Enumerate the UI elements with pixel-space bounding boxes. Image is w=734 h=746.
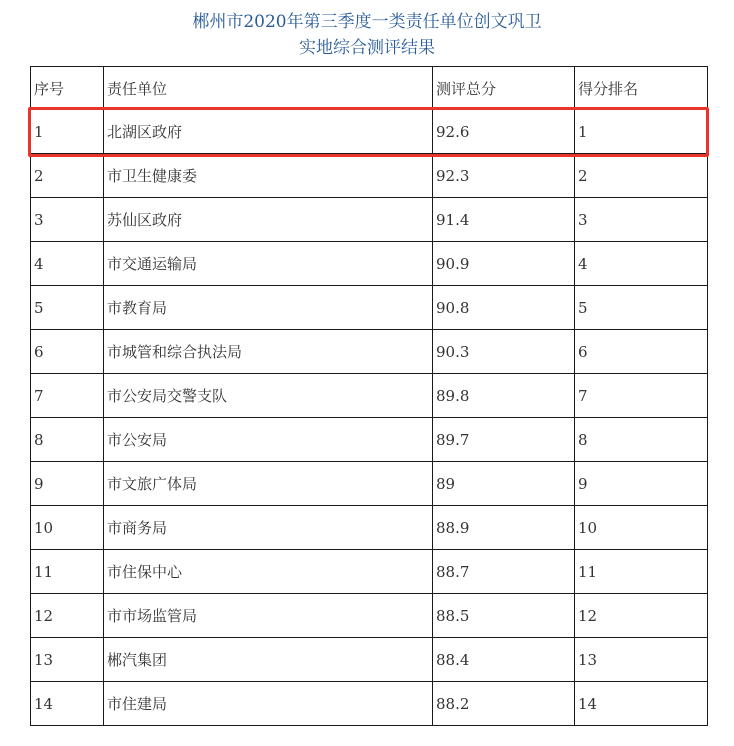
cell-unit: 市公安局交警支队 xyxy=(104,374,433,418)
cell-unit: 市住建局 xyxy=(104,682,433,726)
cell-score: 88.4 xyxy=(433,638,575,682)
cell-score: 91.4 xyxy=(433,198,575,242)
cell-rank: 8 xyxy=(575,418,708,462)
results-table xyxy=(30,66,708,726)
cell-index: 10 xyxy=(31,506,104,550)
cell-index: 8 xyxy=(31,418,104,462)
cell-index: 11 xyxy=(31,550,104,594)
table-row xyxy=(31,418,708,462)
cell-score: 90.3 xyxy=(433,330,575,374)
header-index: 序号 xyxy=(31,67,104,110)
cell-index: 4 xyxy=(31,242,104,286)
cell-score: 88.5 xyxy=(433,594,575,638)
cell-unit: 市城管和综合执法局 xyxy=(104,330,433,374)
cell-index: 1 xyxy=(31,110,104,154)
table-row xyxy=(31,594,708,638)
page-subtitle: 实地综合测评结果 xyxy=(299,38,435,58)
header-rank: 得分排名 xyxy=(575,67,708,110)
cell-unit: 市教育局 xyxy=(104,286,433,330)
cell-unit: 郴汽集团 xyxy=(104,638,433,682)
cell-score: 88.7 xyxy=(433,550,575,594)
cell-index: 3 xyxy=(31,198,104,242)
cell-rank: 10 xyxy=(575,506,708,550)
cell-index: 7 xyxy=(31,374,104,418)
table-row xyxy=(31,242,708,286)
cell-rank: 1 xyxy=(575,110,708,154)
cell-score: 90.8 xyxy=(433,286,575,330)
cell-rank: 11 xyxy=(575,550,708,594)
cell-score: 88.2 xyxy=(433,682,575,726)
header-score: 测评总分 xyxy=(433,67,575,110)
cell-score: 89.8 xyxy=(433,374,575,418)
cell-index: 6 xyxy=(31,330,104,374)
table-row xyxy=(31,550,708,594)
cell-index: 9 xyxy=(31,462,104,506)
cell-rank: 5 xyxy=(575,286,708,330)
cell-rank: 9 xyxy=(575,462,708,506)
header-unit: 责任单位 xyxy=(104,67,433,110)
cell-rank: 2 xyxy=(575,154,708,198)
cell-unit: 市住保中心 xyxy=(104,550,433,594)
cell-rank: 6 xyxy=(575,330,708,374)
cell-unit: 市文旅广体局 xyxy=(104,462,433,506)
table-row xyxy=(31,462,708,506)
table-row xyxy=(31,110,708,154)
cell-unit: 北湖区政府 xyxy=(104,110,433,154)
cell-score: 92.6 xyxy=(433,110,575,154)
cell-index: 14 xyxy=(31,682,104,726)
table-row xyxy=(31,682,708,726)
cell-score: 88.9 xyxy=(433,506,575,550)
cell-unit: 市公安局 xyxy=(104,418,433,462)
cell-score: 89 xyxy=(433,462,575,506)
cell-score: 89.7 xyxy=(433,418,575,462)
cell-index: 13 xyxy=(31,638,104,682)
cell-rank: 4 xyxy=(575,242,708,286)
cell-index: 12 xyxy=(31,594,104,638)
table-row xyxy=(31,286,708,330)
table-row xyxy=(31,198,708,242)
cell-index: 2 xyxy=(31,154,104,198)
table-row xyxy=(31,154,708,198)
cell-score: 90.9 xyxy=(433,242,575,286)
table-row xyxy=(31,638,708,682)
cell-score: 92.3 xyxy=(433,154,575,198)
table-row xyxy=(31,506,708,550)
cell-rank: 3 xyxy=(575,198,708,242)
cell-unit: 市商务局 xyxy=(104,506,433,550)
cell-unit: 市卫生健康委 xyxy=(104,154,433,198)
cell-rank: 12 xyxy=(575,594,708,638)
cell-rank: 7 xyxy=(575,374,708,418)
table-row xyxy=(31,374,708,418)
cell-rank: 13 xyxy=(575,638,708,682)
cell-index: 5 xyxy=(31,286,104,330)
table-header-row xyxy=(31,67,708,110)
cell-unit: 市交通运输局 xyxy=(104,242,433,286)
cell-unit: 市市场监管局 xyxy=(104,594,433,638)
page-title: 郴州市2020年第三季度一类责任单位创文巩卫 xyxy=(192,12,542,32)
table-row xyxy=(31,330,708,374)
cell-rank: 14 xyxy=(575,682,708,726)
cell-unit: 苏仙区政府 xyxy=(104,198,433,242)
